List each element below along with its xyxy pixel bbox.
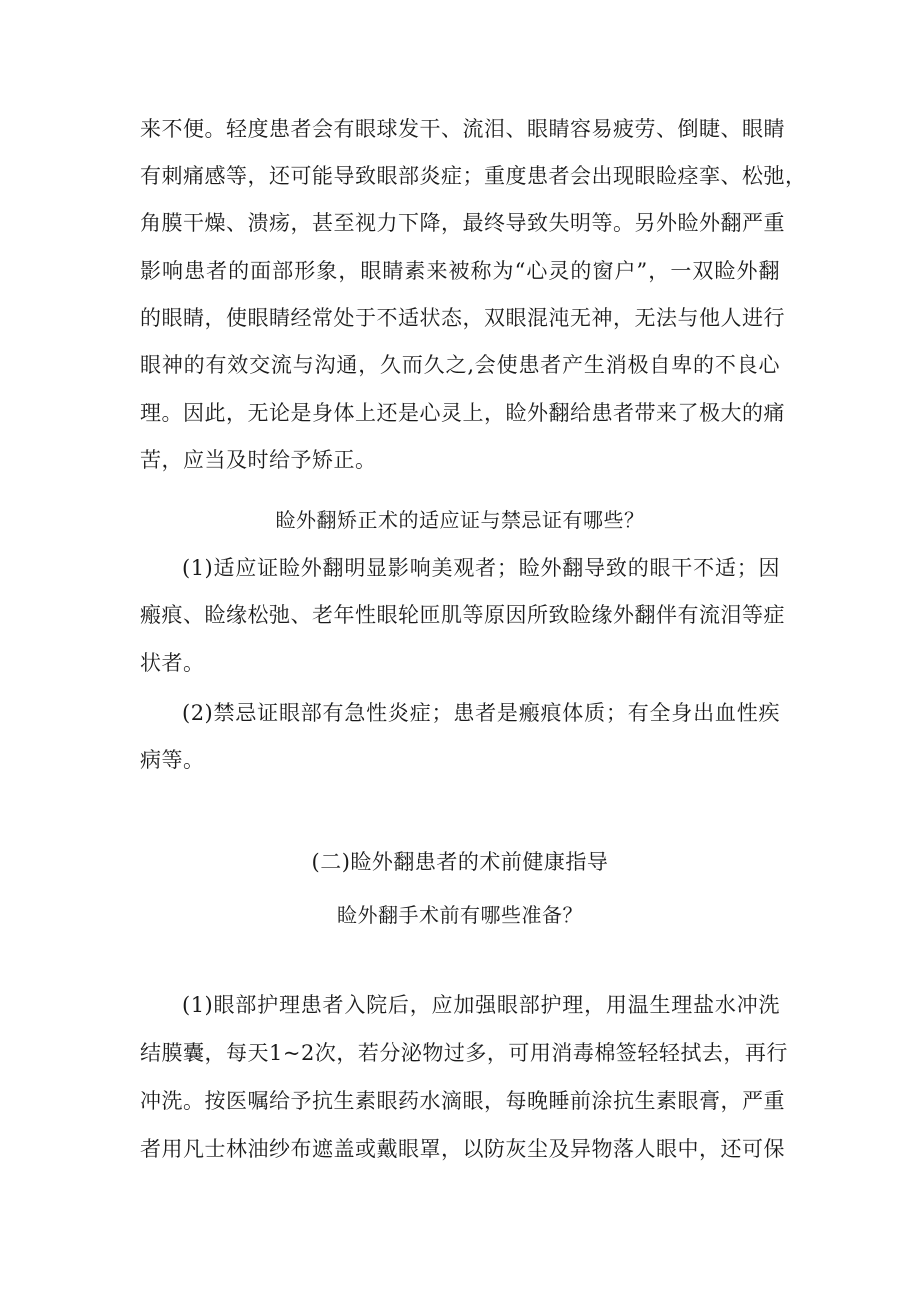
text-line: 眼神的有效交流与沟通，久而久之,会使患者产生消极自卑的不良心 [140,353,780,377]
text-line: 苦，应当及时给予矫正。 [140,448,377,472]
text-line: 病等。 [140,748,205,772]
question-heading-indications: 睑外翻矫正术的适应证与禁忌证有哪些？ [275,508,645,532]
text-line: 瘢痕、睑缘松弛、老年性眼轮匝肌等原因所致睑缘外翻伴有流泪等症 [140,603,785,627]
text-line: 角膜干燥、溃疡，甚至视力下降，最终导致失明等。另外睑外翻严重 [140,211,785,235]
text-line: (1)眼部护理患者入院后，应加强眼部护理，用温生理盐水冲洗 [182,993,780,1017]
text-line: (2)禁忌证眼部有急性炎症；患者是瘢痕体质；有全身出血性疾 [182,701,780,725]
text-line: 冲洗。按医嘱给予抗生素眼药水滴眼，每晚睡前涂抗生素眼膏，严重 [140,1089,785,1113]
question-heading-preparation: 睑外翻手术前有哪些准备？ [337,903,583,927]
text-line: 理。因此，无论是身体上还是心灵上，睑外翻给患者带来了极大的痛 [140,401,785,425]
text-line: 者用凡士林油纱布遮盖或戴眼罩，以防灰尘及异物落人眼中，还可保 [140,1137,785,1161]
text-line: (1)适应证睑外翻明显影响美观者；睑外翻导致的眼干不适；因 [182,556,780,580]
text-line: 的眼睛，使眼睛经常处于不适状态，双眼混沌无神，无法与他人进行 [140,306,785,330]
text-line: 有刺痛感等，还可能导致眼部炎症；重度患者会出现眼睑痉挛、松弛， [140,164,807,188]
text-line: 结膜囊，每天1~2次，若分泌物过多，可用消毒棉签轻轻拭去，再行 [140,1041,788,1065]
text-line: 来不便。轻度患者会有眼球发干、流泪、眼睛容易疲劳、倒睫、眼睛 [140,117,785,141]
text-line: 状者。 [140,651,205,675]
text-line: 影响患者的面部形象，眼睛素来被称为“心灵的窗户”，一双睑外翻 [140,259,780,283]
section-title: (二)睑外翻患者的术前健康指导 [311,850,609,874]
